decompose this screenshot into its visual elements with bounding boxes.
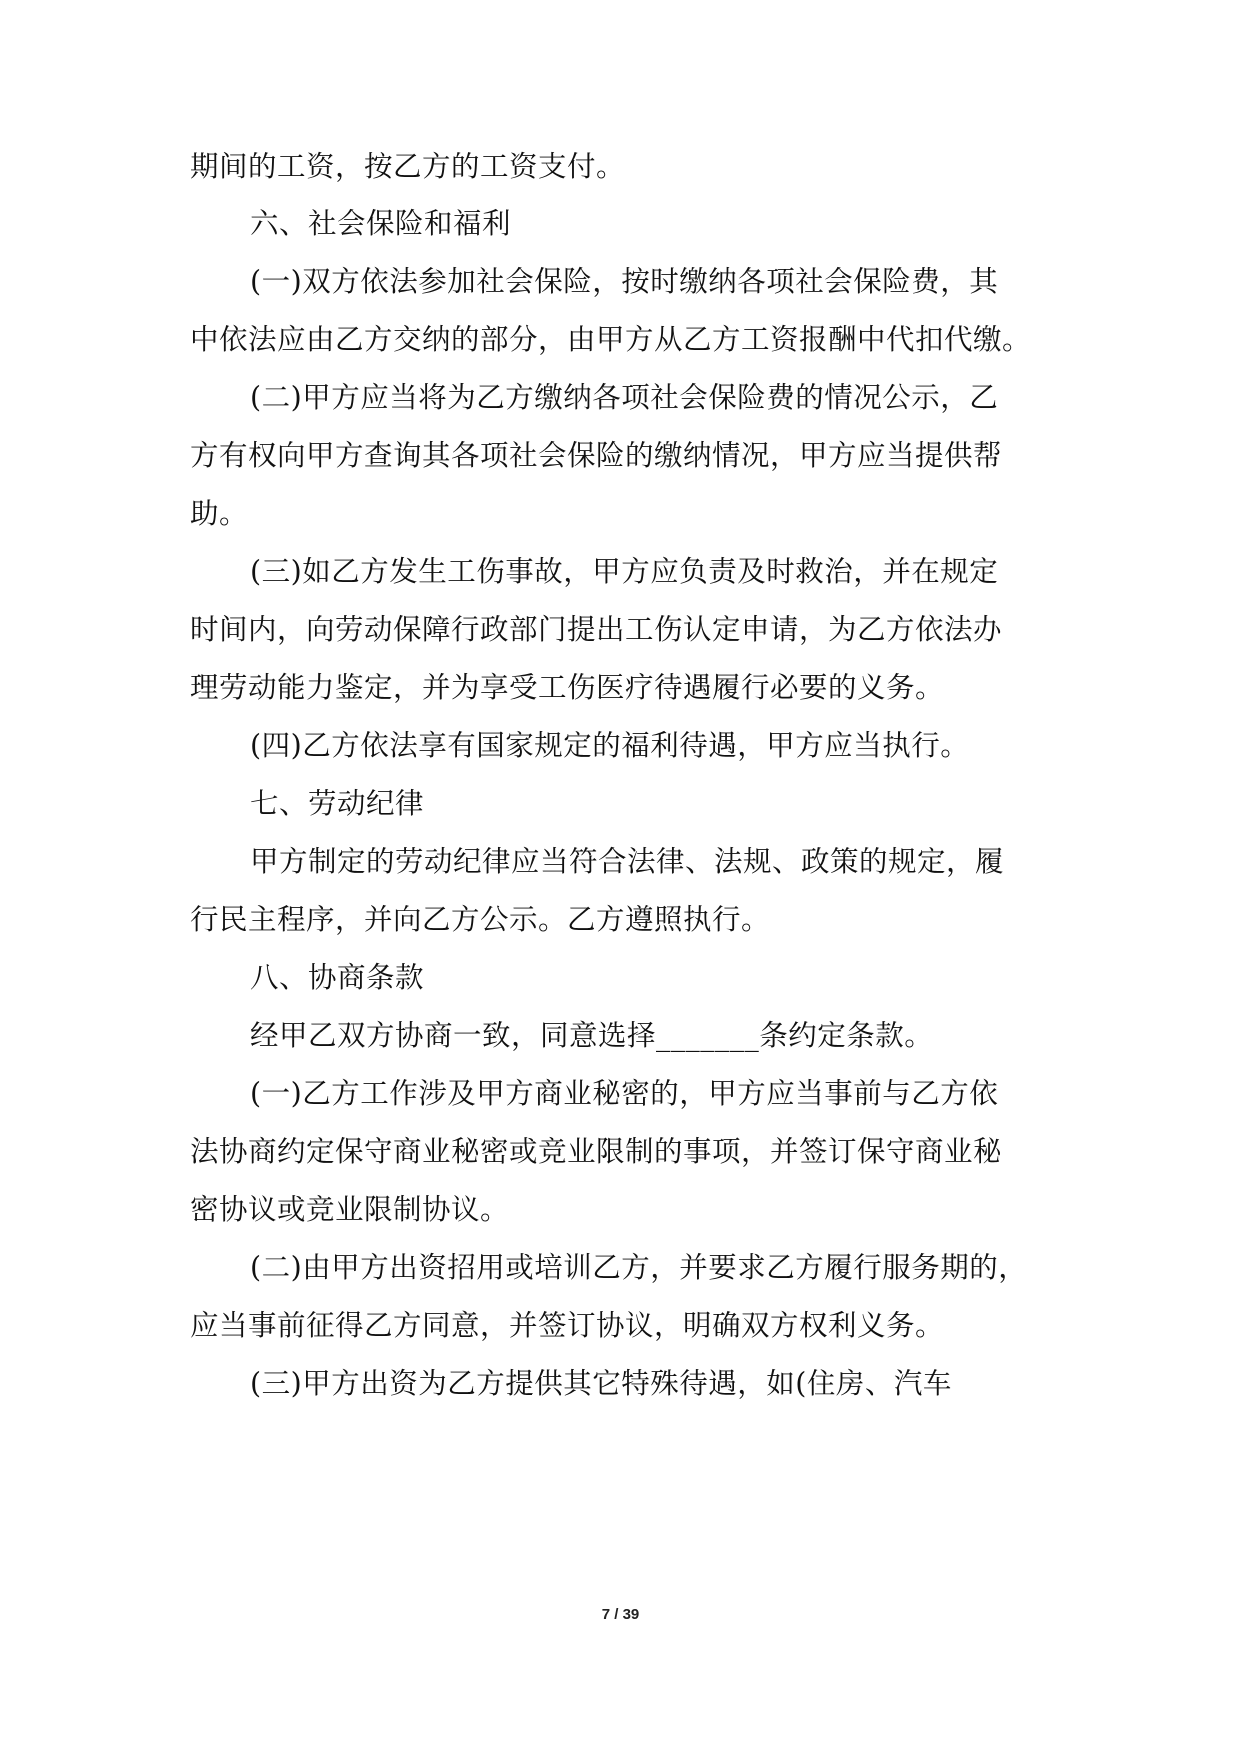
paragraph-line: 应当事前征得乙方同意，并签订协议，明确双方权利义务。 [190, 1309, 945, 1342]
section-heading-social-insurance: 六、社会保险和福利 [250, 207, 512, 240]
paragraph-line: 经甲乙双方协商一致，同意选择_______条约定条款。 [250, 1019, 934, 1052]
paragraph-line: (一)乙方工作涉及甲方商业秘密的，甲方应当事前与乙方依 [250, 1077, 999, 1110]
paragraph-line: (一)双方依法参加社会保险，按时缴纳各项社会保险费，其 [250, 265, 999, 298]
paragraph-line: 方有权向甲方查询其各项社会保险的缴纳情况，甲方应当提供帮 [190, 439, 1003, 472]
paragraph-line: 密协议或竞业限制协议。 [190, 1193, 510, 1226]
paragraph-line: 甲方制定的劳动纪律应当符合法律、法规、政策的规定，履 [250, 845, 1005, 878]
paragraph-line: (二)甲方应当将为乙方缴纳各项社会保险费的情况公示，乙 [250, 381, 999, 414]
section-heading-labor-discipline: 七、劳动纪律 [250, 787, 425, 820]
paragraph-line: 中依法应由乙方交纳的部分，由甲方从乙方工资报酬中代扣代缴。 [190, 323, 1032, 356]
paragraph-line: (三)甲方出资为乙方提供其它特殊待遇，如(住房、汽车 [250, 1367, 952, 1400]
paragraph-line: 助。 [190, 497, 249, 530]
page-number: 7 / 39 [601, 1606, 640, 1623]
paragraph-line: 行民主程序，并向乙方公示。乙方遵照执行。 [190, 903, 771, 936]
paragraph-line: (二)由甲方出资招用或培训乙方，并要求乙方履行服务期的， [250, 1251, 1028, 1284]
section-heading-negotiated-terms: 八、协商条款 [250, 961, 425, 994]
paragraph-line: 法协商约定保守商业秘密或竞业限制的事项，并签订保守商业秘 [190, 1135, 1003, 1168]
paragraph-line: 时间内，向劳动保障行政部门提出工伤认定申请，为乙方依法办 [190, 613, 1003, 646]
paragraph-line: 理劳动能力鉴定，并为享受工伤医疗待遇履行必要的义务。 [190, 671, 945, 704]
paragraph-line: (三)如乙方发生工伤事故，甲方应负责及时救治，并在规定 [250, 555, 999, 588]
paragraph-line: 期间的工资，按乙方的工资支付。 [190, 150, 626, 183]
paragraph-line: (四)乙方依法享有国家规定的福利待遇，甲方应当执行。 [250, 729, 970, 762]
